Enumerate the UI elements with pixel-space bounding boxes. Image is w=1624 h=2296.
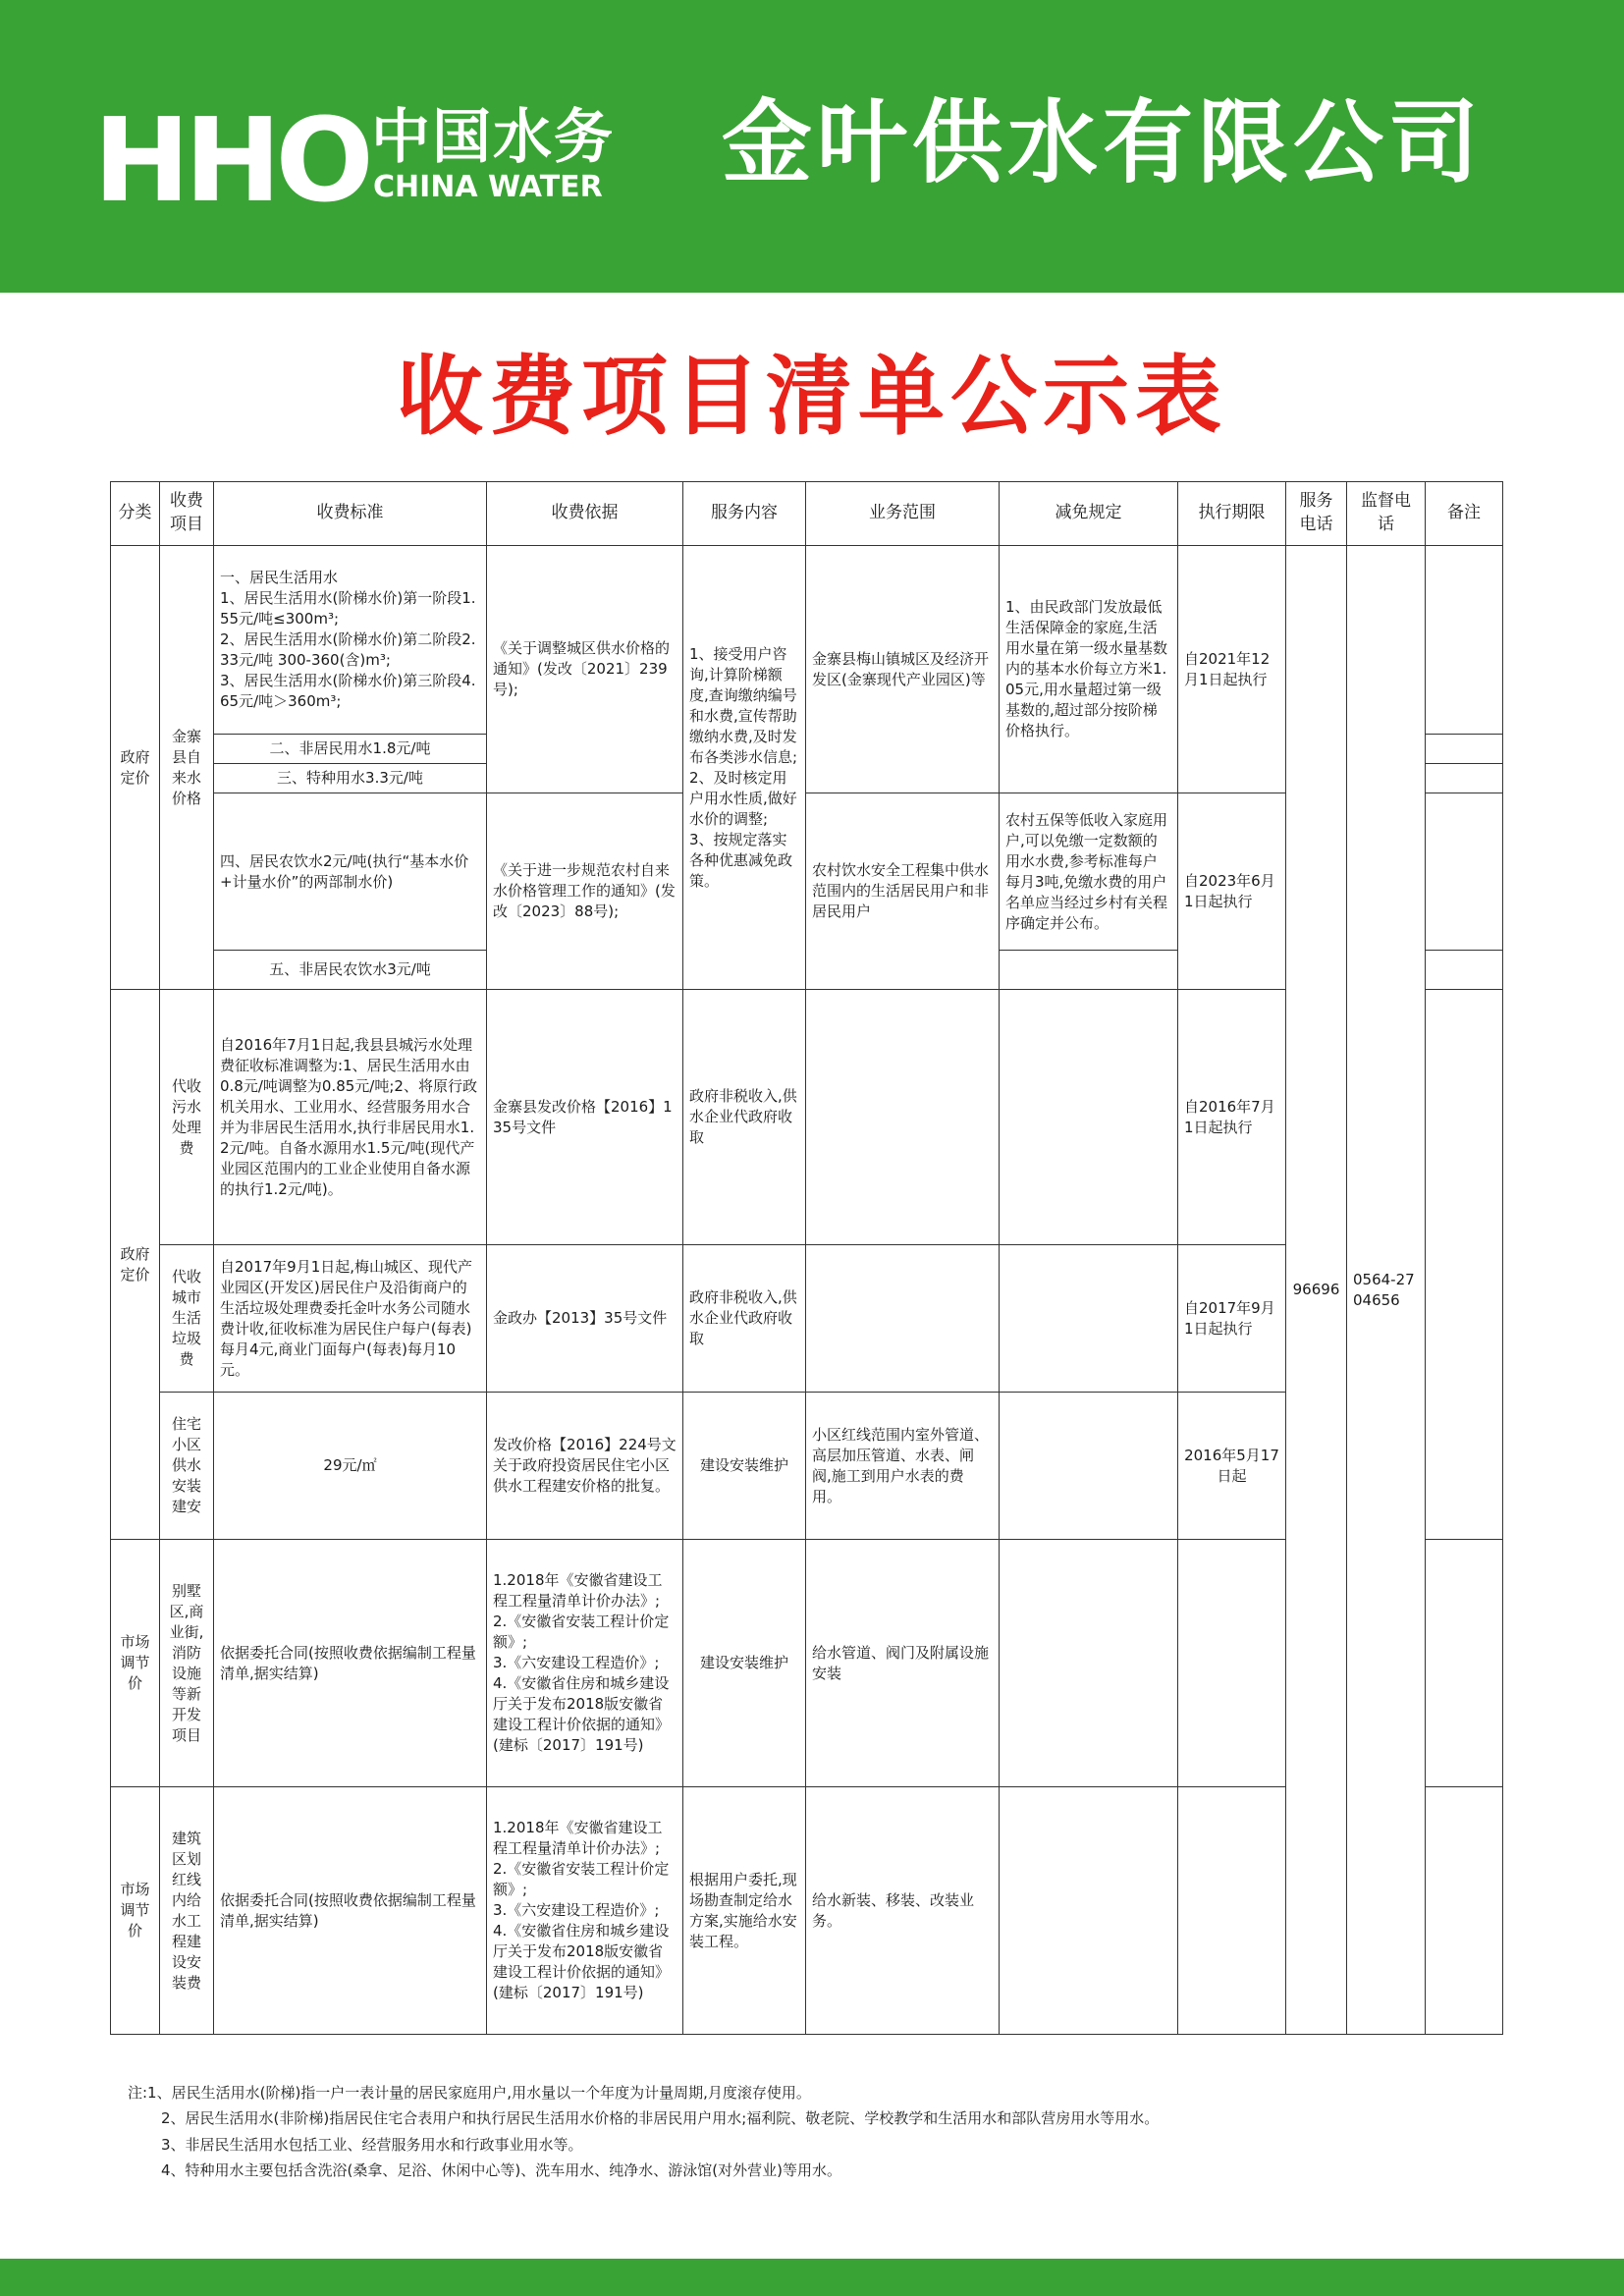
header-service-phone: 服务电话 xyxy=(1286,482,1347,546)
category-cell: 市场调节价 xyxy=(111,1540,160,1787)
fee-table xyxy=(110,481,1503,2035)
remarks-cell xyxy=(1426,793,1503,951)
header-supervision-phone: 监督电话 xyxy=(1347,482,1426,546)
header-remarks: 备注 xyxy=(1426,482,1503,546)
period-cell: 2016年5月17日起 xyxy=(1178,1393,1286,1540)
scope-cell: 给水新装、移装、改装业务。 xyxy=(806,1787,1000,2035)
remarks-cell xyxy=(1426,735,1503,764)
header-service: 服务内容 xyxy=(683,482,806,546)
period-cell: 自2023年6月1日起执行 xyxy=(1178,793,1286,990)
service-cell: 建设安装维护 xyxy=(683,1540,806,1787)
period-cell: 自2021年12月1日起执行 xyxy=(1178,546,1286,793)
service-cell: 建设安装维护 xyxy=(683,1393,806,1540)
logo-mark: HHO xyxy=(93,92,368,228)
remarks-cell xyxy=(1426,990,1503,1540)
header-category: 分类 xyxy=(111,482,160,546)
standard-cell: 自2016年7月1日起,我县县城污水处理费征收标准调整为:1、居民生活用水由0.8元/吨调整为0.85元/吨;2、将原行政机关用水、工业用水、经营服务用水合并为非居民生活用水,执行非居民用水1.2元/吨。自备水源用水1.5元/吨(现代产业园区范围内的工业企业使用自备水源的执行1.2元/吨)。 xyxy=(214,990,487,1245)
header-exemption: 减免规定 xyxy=(1000,482,1178,546)
category-cell: 政府定价 xyxy=(111,546,160,990)
scope-cell xyxy=(806,990,1000,1245)
item-cell: 建筑区划红线内给水工程建设安装费 xyxy=(160,1787,214,2035)
fee-table-container xyxy=(110,481,1503,2035)
scope-cell: 小区红线范围内室外管道、高层加压管道、水表、闸阀,施工到用户水表的费用。 xyxy=(806,1393,1000,1540)
logo-chinese-text: 中国水务 xyxy=(371,103,615,172)
header-basis: 收费依据 xyxy=(487,482,683,546)
footnotes xyxy=(128,2080,1522,2183)
service-cell: 政府非税收入,供水企业代政府收取 xyxy=(683,1245,806,1393)
basis-cell: 《关于调整城区供水价格的通知》(发改〔2021〕239号); xyxy=(487,546,683,793)
scope-cell: 农村饮水安全工程集中供水范围内的生活居民用户和非居民用户 xyxy=(806,793,1000,990)
footnote-2: 2、居民生活用水(非阶梯)指居民住宅合表用户和执行居民生活用水价格的非居民用户用水;福利院、敬老院、学校教学和生活用水和部队营房用水等用水。 xyxy=(161,2109,1160,2128)
exemption-cell xyxy=(1000,1393,1178,1540)
scope-cell: 给水管道、阀门及附属设施安装 xyxy=(806,1540,1000,1787)
remarks-cell xyxy=(1426,951,1503,990)
standard-cell: 二、非居民用水1.8元/吨 xyxy=(214,735,487,764)
basis-cell: 金寨县发改价格【2016】135号文件 xyxy=(487,990,683,1245)
footnote-4: 4、特种用水主要包括含洗浴(桑拿、足浴、休闲中心等)、洗车用水、纯净水、游泳馆(对外营业)等用水。 xyxy=(161,2160,841,2179)
standard-cell: 29元/㎡ xyxy=(214,1393,487,1540)
period-cell: 自2017年9月1日起执行 xyxy=(1178,1245,1286,1393)
exemption-cell: 1、由民政部门发放最低生活保障金的家庭,生活用水量在第一级水量基数内的基本水价每立方米1.05元,用水量超过第一级基数的,超过部分按阶梯价格执行。 xyxy=(1000,546,1178,793)
standard-cell: 三、特种用水3.3元/吨 xyxy=(214,764,487,793)
remarks-cell xyxy=(1426,1540,1503,1787)
item-cell: 别墅区,商业街,消防设施等新开发项目 xyxy=(160,1540,214,1787)
exemption-cell xyxy=(1000,1540,1178,1787)
remarks-cell xyxy=(1426,764,1503,793)
header-band xyxy=(0,0,1624,293)
exemption-cell xyxy=(1000,990,1178,1245)
exemption-cell: 农村五保等低收入家庭用户,可以免缴一定数额的用水水费,参考标准每户每月3吨,免缴水费的用户名单应当经过乡村有关程序确定并公布。 xyxy=(1000,793,1178,951)
exemption-cell xyxy=(1000,951,1178,990)
standard-cell: 依据委托合同(按照收费依据编制工程量清单,据实结算) xyxy=(214,1540,487,1787)
service-cell: 1、接受用户咨询,计算阶梯额度,查询缴纳编号和水费,宣传帮助缴纳水费,及时发布各类涉水信息; 2、及时核定用户用水性质,做好水价的调整; 3、按规定落实各种优惠减免政策。 xyxy=(683,546,806,990)
basis-cell: 《关于进一步规范农村自来水价格管理工作的通知》(发改〔2023〕88号); xyxy=(487,793,683,990)
service-cell: 政府非税收入,供水企业代政府收取 xyxy=(683,990,806,1245)
standard-cell: 五、非居民农饮水3元/吨 xyxy=(214,951,487,990)
standard-cell: 四、居民农饮水2元/吨(执行“基本水价+计量水价”的两部制水价) xyxy=(214,793,487,951)
footer-band xyxy=(0,2259,1624,2296)
footnote-1: 注:1、居民生活用水(阶梯)指一户一表计量的居民家庭用户,用水量以一个年度为计量周期,月度滚存使用。 xyxy=(128,2084,811,2102)
page-title: 收费项目清单公示表 xyxy=(396,346,1227,447)
exemption-cell xyxy=(1000,1787,1178,2035)
standard-cell: 一、居民生活用水 1、居民生活用水(阶梯水价)第一阶段1.55元/吨≤300m³; 2、居民生活用水(阶梯水价)第二阶段2.33元/吨 300-360(含)m³; 3、居民生活用水(阶梯水价)第三阶段4.65元/吨＞360m³; xyxy=(214,546,487,735)
category-cell: 市场调节价 xyxy=(111,1787,160,2035)
basis-cell: 金政办【2013】35号文件 xyxy=(487,1245,683,1393)
period-cell xyxy=(1178,1787,1286,2035)
basis-cell: 发改价格【2016】224号文 关于政府投资居民住宅小区供水工程建安价格的批复。 xyxy=(487,1393,683,1540)
scope-cell: 金寨县梅山镇城区及经济开发区(金寨现代产业园区)等 xyxy=(806,546,1000,793)
header-scope: 业务范围 xyxy=(806,482,1000,546)
supervision-phone-cell: 0564-2704656 xyxy=(1347,546,1426,2035)
table-header-row xyxy=(111,482,1503,546)
company-name: 金叶供水有限公司 xyxy=(722,90,1485,195)
scope-cell xyxy=(806,1245,1000,1393)
header-standard: 收费标准 xyxy=(214,482,487,546)
remarks-cell xyxy=(1426,546,1503,735)
period-cell: 自2016年7月1日起执行 xyxy=(1178,990,1286,1245)
standard-cell: 自2017年9月1日起,梅山城区、现代产业园区(开发区)居民住户及沿街商户的生活垃圾处理费委托金叶水务公司随水费计收,征收标准为居民住户每户(每表)每月4元,商业门面每户(每表)每月10元。 xyxy=(214,1245,487,1393)
item-cell: 金寨县自来水价格 xyxy=(160,546,214,990)
service-phone-cell: 96696 xyxy=(1286,546,1347,2035)
item-cell: 代收城市生活垃圾费 xyxy=(160,1245,214,1393)
logo-english-text: CHINA WATER xyxy=(373,170,603,204)
exemption-cell xyxy=(1000,1245,1178,1393)
basis-cell: 1.2018年《安徽省建设工程工程量清单计价办法》; 2.《安徽省安装工程计价定额》; 3.《六安建设工程造价》; 4.《安徽省住房和城乡建设厅关于发布2018版安徽省建设工程计价依据的通知》(建标〔2017〕191号) xyxy=(487,1787,683,2035)
category-cell: 政府定价 xyxy=(111,990,160,1540)
service-cell: 根据用户委托,现场勘查制定给水方案,实施给水安装工程。 xyxy=(683,1787,806,2035)
table-row xyxy=(111,546,1503,735)
standard-cell: 依据委托合同(按照收费依据编制工程量清单,据实结算) xyxy=(214,1787,487,2035)
footnote-3: 3、非居民生活用水包括工业、经营服务用水和行政事业用水等。 xyxy=(161,2135,583,2154)
item-cell: 代收污水处理费 xyxy=(160,990,214,1245)
remarks-cell xyxy=(1426,1787,1503,2035)
period-cell xyxy=(1178,1540,1286,1787)
basis-cell: 1.2018年《安徽省建设工程工程量清单计价办法》; 2.《安徽省安装工程计价定额》; 3.《六安建设工程造价》; 4.《安徽省住房和城乡建设厅关于发布2018版安徽省建设工程计价依据的通知》(建标〔2017〕191号) xyxy=(487,1540,683,1787)
item-cell: 住宅小区供水安装建安 xyxy=(160,1393,214,1540)
header-period: 执行期限 xyxy=(1178,482,1286,546)
header-item: 收费项目 xyxy=(160,482,214,546)
